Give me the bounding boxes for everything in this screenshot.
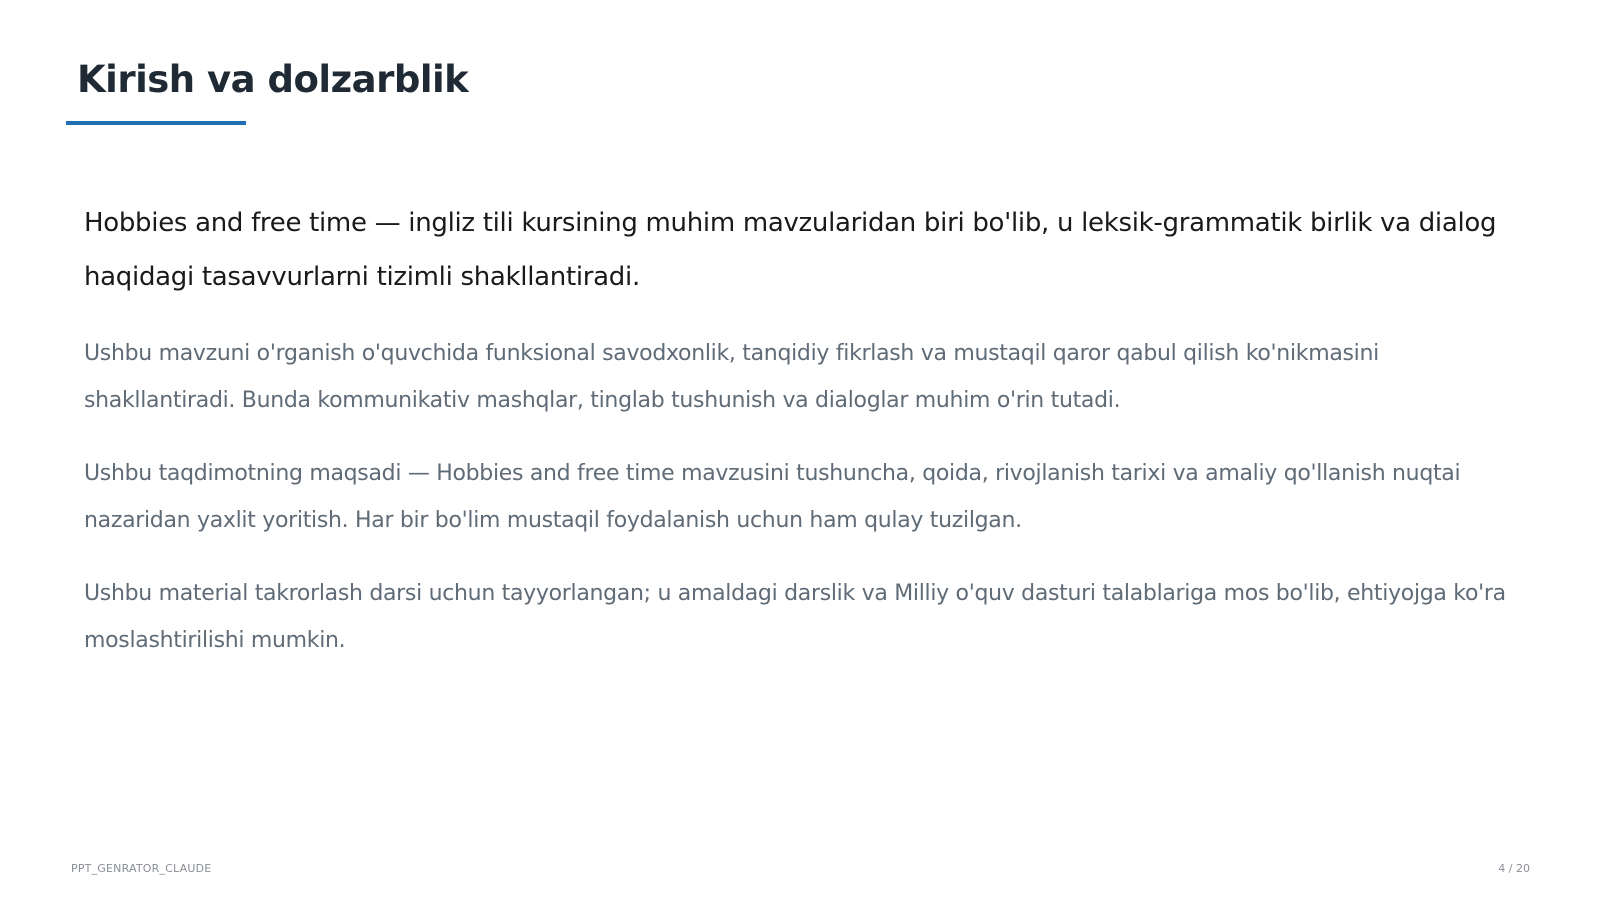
body-paragraph-1: Ushbu mavzuni o'rganish o'quvchida funksional savodxonlik, tanqidiy fikrlash va mustaqil qaror qabul qilish ko'nikmasini shakllantiradi. Bunda kommunikativ mashqlar, tinglab tushunish va dialoglar muhim o'rin tutadi.: [84, 341, 1379, 413]
body-paragraph-3: Ushbu material takrorlash darsi uchun tayyorlangan; u amaldagi darslik va Milliy o'quv dasturi talablariga mos bo'lib, ehtiyojga ko'ra moslashtirilishi mumkin.: [84, 581, 1506, 653]
footer-source-label: PPT_GENRATOR_CLAUDE: [71, 862, 212, 875]
slide-title: Kirish va dolzarblik: [77, 58, 469, 101]
body-paragraph-2: Ushbu taqdimotning maqsadi — Hobbies and free time mavzusini tushuncha, qoida, rivojlanish tarixi va amaliy qo'llanish nuqtai nazaridan yaxlit yoritish. Har bir bo'lim mustaqil foydalanish uchun ham qulay tuzilgan.: [84, 461, 1461, 533]
lead-paragraph: Hobbies and free time — ingliz tili kursining muhim mavzularidan biri bo'lib, u leksik-grammatik birlik va dialog haqidagi tasavvurlarni tizimli shakllantiradi.: [84, 208, 1497, 292]
page-number: 4 / 20: [1498, 862, 1530, 875]
title-underline: [66, 121, 246, 125]
